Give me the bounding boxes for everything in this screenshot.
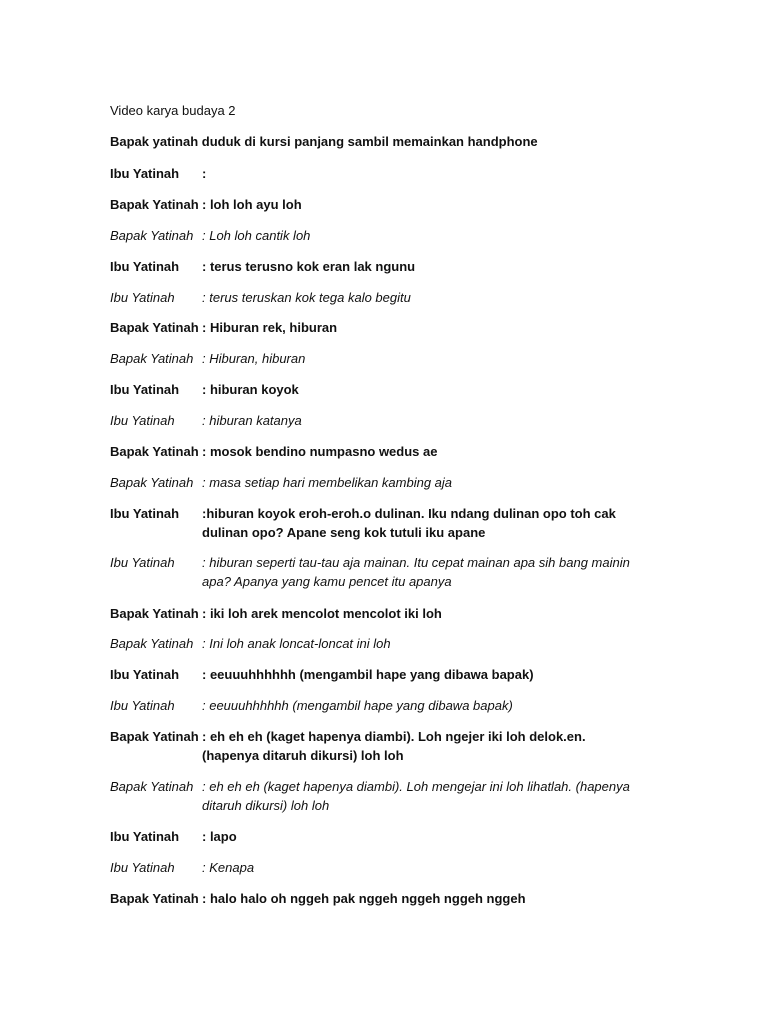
speaker-name: Bapak Yatinah: [110, 228, 194, 243]
speaker-name: Bapak Yatinah: [110, 891, 199, 906]
speaker-name: Bapak Yatinah: [110, 606, 199, 621]
speaker-name: Bapak Yatinah: [110, 779, 194, 794]
speaker-name: Ibu Yatinah: [110, 698, 175, 713]
speaker-name: Bapak Yatinah: [110, 729, 199, 744]
dialogue-text: : halo halo oh nggeh pak nggeh nggeh nggeh nggeh: [202, 891, 526, 906]
dialogue-text: : eh eh eh (kaget hapenya diambi). Loh mengejar ini loh lihatlah. (hapenya ditaruh dikursi) loh loh: [202, 779, 630, 813]
dialogue-text: : Hiburan rek, hiburan: [202, 320, 338, 335]
dialogue-text: : terus teruskan kok tega kalo begitu: [202, 290, 411, 305]
scene-description: Bapak yatinah duduk di kursi panjang sambil memainkan handphone: [110, 134, 538, 149]
dialogue-text: : eeuuuhhhhhh (mengambil hape yang dibawa bapak): [202, 698, 513, 713]
dialogue-text: : iki loh arek mencolot mencolot iki loh: [202, 606, 442, 621]
dialogue-text: : Hiburan, hiburan: [202, 351, 306, 366]
dialogue-text: : hiburan katanya: [202, 413, 302, 428]
dialogue-text: : hiburan seperti tau-tau aja mainan. Itu cepat mainan apa sih bang mainin apa? Apanya yang kamu pencet itu apanya: [202, 555, 630, 589]
dialogue-text: : Ini loh anak loncat-loncat ini loh: [202, 636, 391, 651]
speaker-name: Ibu Yatinah: [110, 290, 175, 305]
dialogue-text: : Loh loh cantik loh: [202, 228, 311, 243]
speaker-name: Bapak Yatinah: [110, 636, 194, 651]
document-title: Video karya budaya 2: [110, 103, 236, 118]
speaker-name: Ibu Yatinah: [110, 506, 180, 521]
speaker-name: Bapak Yatinah: [110, 197, 199, 212]
dialogue-text: : lapo: [202, 829, 237, 844]
dialogue-text: : loh loh ayu loh: [202, 197, 302, 212]
dialogue-text: :hiburan koyok eroh-eroh.o dulinan. Iku ndang dulinan opo toh cak dulinan opo? Apane seng kok tutuli iku apane: [202, 506, 616, 540]
dialogue-text: : mosok bendino numpasno wedus ae: [202, 444, 438, 459]
dialogue-text: : hiburan koyok: [202, 382, 299, 397]
dialogue-text: : eh eh eh (kaget hapenya diambi). Loh ngejer iki loh delok.en. (hapenya ditaruh dikursi) loh loh: [202, 729, 586, 763]
speaker-name: Ibu Yatinah: [110, 259, 180, 274]
dialogue-text: :: [202, 166, 207, 181]
speaker-name: Ibu Yatinah: [110, 667, 180, 682]
speaker-name: Ibu Yatinah: [110, 413, 175, 428]
speaker-name: Bapak Yatinah: [110, 320, 199, 335]
speaker-name: Ibu Yatinah: [110, 555, 175, 570]
dialogue-text: : masa setiap hari membelikan kambing aja: [202, 475, 453, 490]
speaker-name: Ibu Yatinah: [110, 860, 175, 875]
dialogue-text: : Kenapa: [202, 860, 255, 875]
speaker-name: Bapak Yatinah: [110, 475, 194, 490]
dialogue-text: : terus terusno kok eran lak ngunu: [202, 259, 416, 274]
speaker-name: Ibu Yatinah: [110, 829, 180, 844]
dialogue-text: : eeuuuhhhhhh (mengambil hape yang dibawa bapak): [202, 667, 534, 682]
speaker-name: Bapak Yatinah: [110, 351, 194, 366]
speaker-name: Ibu Yatinah: [110, 382, 180, 397]
speaker-name: Bapak Yatinah: [110, 444, 199, 459]
speaker-name: Ibu Yatinah: [110, 166, 180, 181]
